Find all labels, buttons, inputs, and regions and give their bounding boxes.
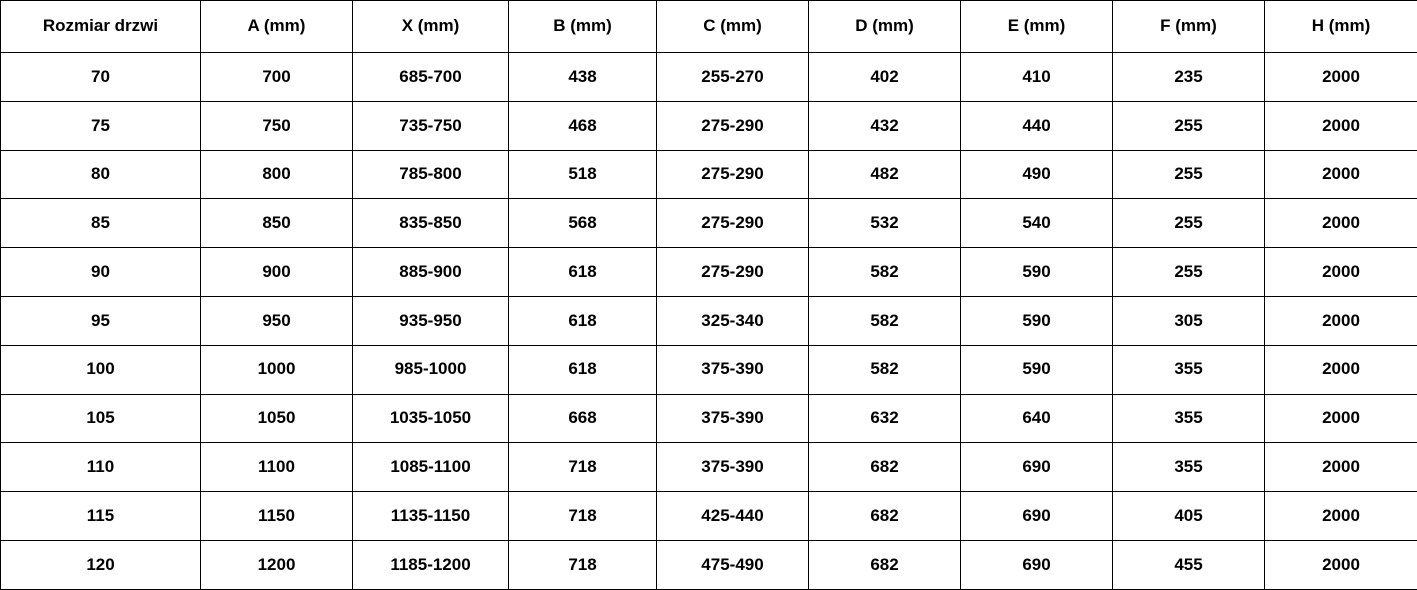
cell-e: 410 xyxy=(961,53,1113,102)
cell-x: 1135-1150 xyxy=(353,492,509,541)
cell-d: 402 xyxy=(809,53,961,102)
cell-c: 375-390 xyxy=(657,345,809,394)
table-row xyxy=(1,540,1417,589)
table-header xyxy=(1,1,1417,53)
cell-h: 2000 xyxy=(1265,443,1417,492)
cell-a: 1050 xyxy=(201,394,353,443)
table-row xyxy=(1,248,1417,297)
cell-d: 682 xyxy=(809,540,961,589)
cell-d: 682 xyxy=(809,443,961,492)
cell-e: 590 xyxy=(961,248,1113,297)
cell-c: 255-270 xyxy=(657,53,809,102)
table-row xyxy=(1,394,1417,443)
cell-e: 590 xyxy=(961,296,1113,345)
cell-h: 2000 xyxy=(1265,199,1417,248)
cell-h: 2000 xyxy=(1265,492,1417,541)
cell-b: 618 xyxy=(509,248,657,297)
cell-d: 582 xyxy=(809,248,961,297)
cell-h: 2000 xyxy=(1265,394,1417,443)
cell-f: 355 xyxy=(1113,394,1265,443)
cell-door-size: 115 xyxy=(1,492,201,541)
cell-door-size: 85 xyxy=(1,199,201,248)
cell-f: 355 xyxy=(1113,345,1265,394)
cell-c: 475-490 xyxy=(657,540,809,589)
cell-a: 1200 xyxy=(201,540,353,589)
table-header-row xyxy=(1,1,1417,53)
cell-h: 2000 xyxy=(1265,296,1417,345)
cell-c: 275-290 xyxy=(657,150,809,199)
cell-b: 468 xyxy=(509,101,657,150)
cell-h: 2000 xyxy=(1265,345,1417,394)
cell-b: 618 xyxy=(509,345,657,394)
cell-b: 668 xyxy=(509,394,657,443)
cell-b: 618 xyxy=(509,296,657,345)
table-row xyxy=(1,492,1417,541)
cell-h: 2000 xyxy=(1265,101,1417,150)
cell-h: 2000 xyxy=(1265,150,1417,199)
column-header-a: A (mm) xyxy=(201,1,353,53)
cell-f: 355 xyxy=(1113,443,1265,492)
cell-b: 718 xyxy=(509,540,657,589)
cell-f: 305 xyxy=(1113,296,1265,345)
cell-b: 438 xyxy=(509,53,657,102)
cell-x: 785-800 xyxy=(353,150,509,199)
cell-b: 718 xyxy=(509,492,657,541)
cell-e: 690 xyxy=(961,492,1113,541)
column-header-h: H (mm) xyxy=(1265,1,1417,53)
cell-x: 735-750 xyxy=(353,101,509,150)
cell-a: 1150 xyxy=(201,492,353,541)
column-header-e: E (mm) xyxy=(961,1,1113,53)
cell-a: 850 xyxy=(201,199,353,248)
cell-f: 255 xyxy=(1113,248,1265,297)
cell-x: 835-850 xyxy=(353,199,509,248)
cell-h: 2000 xyxy=(1265,540,1417,589)
cell-c: 275-290 xyxy=(657,199,809,248)
cell-e: 590 xyxy=(961,345,1113,394)
cell-c: 425-440 xyxy=(657,492,809,541)
cell-door-size: 120 xyxy=(1,540,201,589)
cell-d: 582 xyxy=(809,296,961,345)
cell-x: 1085-1100 xyxy=(353,443,509,492)
table-row xyxy=(1,345,1417,394)
cell-d: 432 xyxy=(809,101,961,150)
column-header-door-size: Rozmiar drzwi xyxy=(1,1,201,53)
cell-e: 640 xyxy=(961,394,1113,443)
cell-a: 1100 xyxy=(201,443,353,492)
cell-door-size: 95 xyxy=(1,296,201,345)
cell-d: 632 xyxy=(809,394,961,443)
cell-f: 455 xyxy=(1113,540,1265,589)
cell-e: 490 xyxy=(961,150,1113,199)
cell-f: 235 xyxy=(1113,53,1265,102)
cell-e: 540 xyxy=(961,199,1113,248)
cell-a: 900 xyxy=(201,248,353,297)
column-header-b: B (mm) xyxy=(509,1,657,53)
cell-d: 532 xyxy=(809,199,961,248)
cell-door-size: 90 xyxy=(1,248,201,297)
cell-b: 518 xyxy=(509,150,657,199)
cell-x: 935-950 xyxy=(353,296,509,345)
cell-x: 1035-1050 xyxy=(353,394,509,443)
column-header-c: C (mm) xyxy=(657,1,809,53)
column-header-f: F (mm) xyxy=(1113,1,1265,53)
cell-door-size: 80 xyxy=(1,150,201,199)
cell-c: 375-390 xyxy=(657,443,809,492)
cell-door-size: 105 xyxy=(1,394,201,443)
cell-door-size: 70 xyxy=(1,53,201,102)
table-row xyxy=(1,101,1417,150)
cell-c: 275-290 xyxy=(657,101,809,150)
cell-x: 885-900 xyxy=(353,248,509,297)
cell-h: 2000 xyxy=(1265,248,1417,297)
cell-a: 950 xyxy=(201,296,353,345)
column-header-d: D (mm) xyxy=(809,1,961,53)
cell-f: 255 xyxy=(1113,199,1265,248)
cell-a: 750 xyxy=(201,101,353,150)
table-row xyxy=(1,296,1417,345)
cell-e: 690 xyxy=(961,540,1113,589)
cell-d: 682 xyxy=(809,492,961,541)
cell-door-size: 75 xyxy=(1,101,201,150)
column-header-x: X (mm) xyxy=(353,1,509,53)
cell-f: 405 xyxy=(1113,492,1265,541)
cell-b: 718 xyxy=(509,443,657,492)
cell-f: 255 xyxy=(1113,150,1265,199)
cell-a: 1000 xyxy=(201,345,353,394)
cell-e: 690 xyxy=(961,443,1113,492)
cell-door-size: 110 xyxy=(1,443,201,492)
cell-x: 1185-1200 xyxy=(353,540,509,589)
table-row xyxy=(1,443,1417,492)
cell-h: 2000 xyxy=(1265,53,1417,102)
cell-a: 700 xyxy=(201,53,353,102)
table-body xyxy=(1,53,1417,590)
cell-e: 440 xyxy=(961,101,1113,150)
cell-x: 985-1000 xyxy=(353,345,509,394)
table-row xyxy=(1,150,1417,199)
cell-d: 582 xyxy=(809,345,961,394)
cell-c: 275-290 xyxy=(657,248,809,297)
cell-c: 325-340 xyxy=(657,296,809,345)
cell-door-size: 100 xyxy=(1,345,201,394)
cell-x: 685-700 xyxy=(353,53,509,102)
table-row xyxy=(1,199,1417,248)
cell-a: 800 xyxy=(201,150,353,199)
table-row xyxy=(1,53,1417,102)
cell-d: 482 xyxy=(809,150,961,199)
cell-f: 255 xyxy=(1113,101,1265,150)
cell-c: 375-390 xyxy=(657,394,809,443)
cell-b: 568 xyxy=(509,199,657,248)
